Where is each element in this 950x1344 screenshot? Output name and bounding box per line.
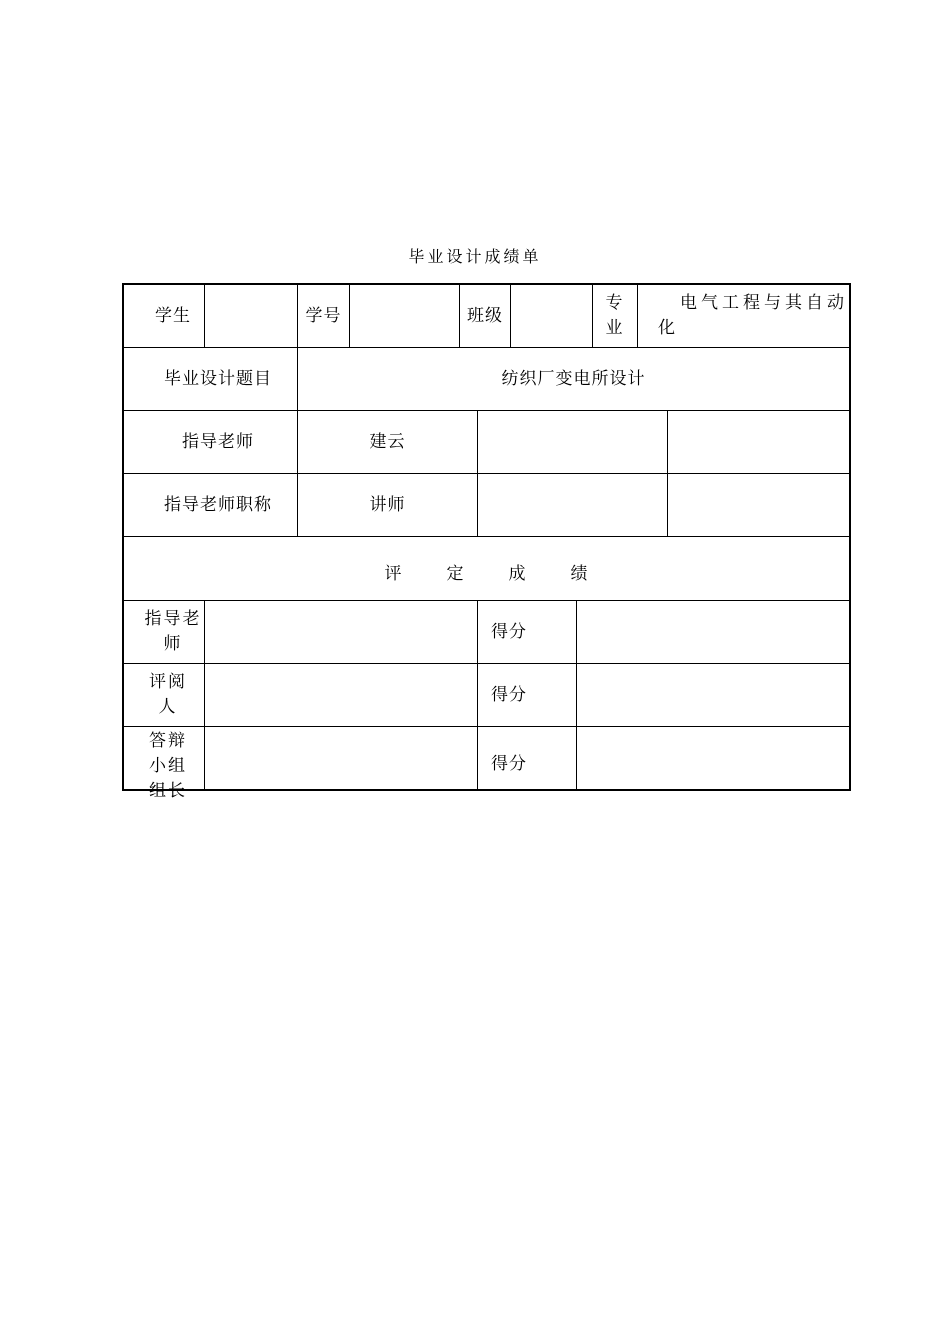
topic-value: 纺织厂变电所设计 [501, 368, 646, 389]
score-role-label [124, 601, 204, 663]
advisor-title-value: 讲师 [369, 494, 406, 515]
topic-label: 毕业设计题目 [164, 368, 272, 389]
major-label-line2: 业 [605, 318, 625, 338]
major-label-line1: 专 [605, 293, 625, 313]
advisor-value: 建云 [369, 431, 406, 452]
class-label: 班级 [467, 305, 503, 326]
score-label: 得分 [491, 684, 527, 705]
score-role-line: 答辩 [149, 731, 187, 751]
score-role-line: 组长 [149, 781, 187, 801]
score-comment-field[interactable] [205, 601, 477, 663]
student-label: 学生 [155, 305, 191, 326]
evaluation-heading-char: 定 [446, 564, 465, 584]
score-role-line: 指导老 [144, 609, 202, 629]
major-value-line1: 电气工程与其自动 [680, 293, 848, 313]
score-comment-field[interactable] [205, 664, 477, 726]
score-label: 得分 [491, 753, 527, 774]
score-role-line: 师 [163, 634, 183, 654]
student-id-label: 学号 [305, 305, 342, 326]
score-value-field[interactable] [577, 727, 849, 789]
advisor-title-extra-field[interactable] [478, 474, 667, 536]
score-role-line: 人 [158, 697, 178, 717]
evaluation-heading-char: 成 [508, 564, 527, 584]
student-id-field[interactable] [350, 285, 459, 347]
advisor-label: 指导老师 [182, 431, 254, 452]
score-role-line: 评阅 [149, 672, 187, 692]
advisor-title-label: 指导老师职称 [164, 494, 272, 515]
student-name-field[interactable] [205, 285, 297, 347]
advisor-extra-field[interactable] [668, 411, 849, 473]
score-label: 得分 [491, 621, 527, 642]
score-role-label [124, 664, 204, 726]
document-title: 毕业设计成绩单 [408, 247, 542, 266]
grade-table [122, 283, 851, 801]
major-value-line2: 化 [658, 318, 676, 338]
score-value-field[interactable] [577, 664, 849, 726]
score-role-line: 小组 [149, 756, 187, 776]
evaluation-heading-char: 评 [384, 564, 403, 584]
advisor-extra-field[interactable] [478, 411, 667, 473]
major-label [593, 285, 637, 347]
score-comment-field[interactable] [205, 727, 477, 789]
evaluation-heading [124, 537, 849, 600]
advisor-title-extra-field[interactable] [668, 474, 849, 536]
score-role-label [124, 727, 204, 801]
evaluation-heading-char: 绩 [570, 564, 589, 584]
score-value-field[interactable] [577, 601, 849, 663]
major-value [638, 285, 849, 347]
class-field[interactable] [511, 285, 592, 347]
